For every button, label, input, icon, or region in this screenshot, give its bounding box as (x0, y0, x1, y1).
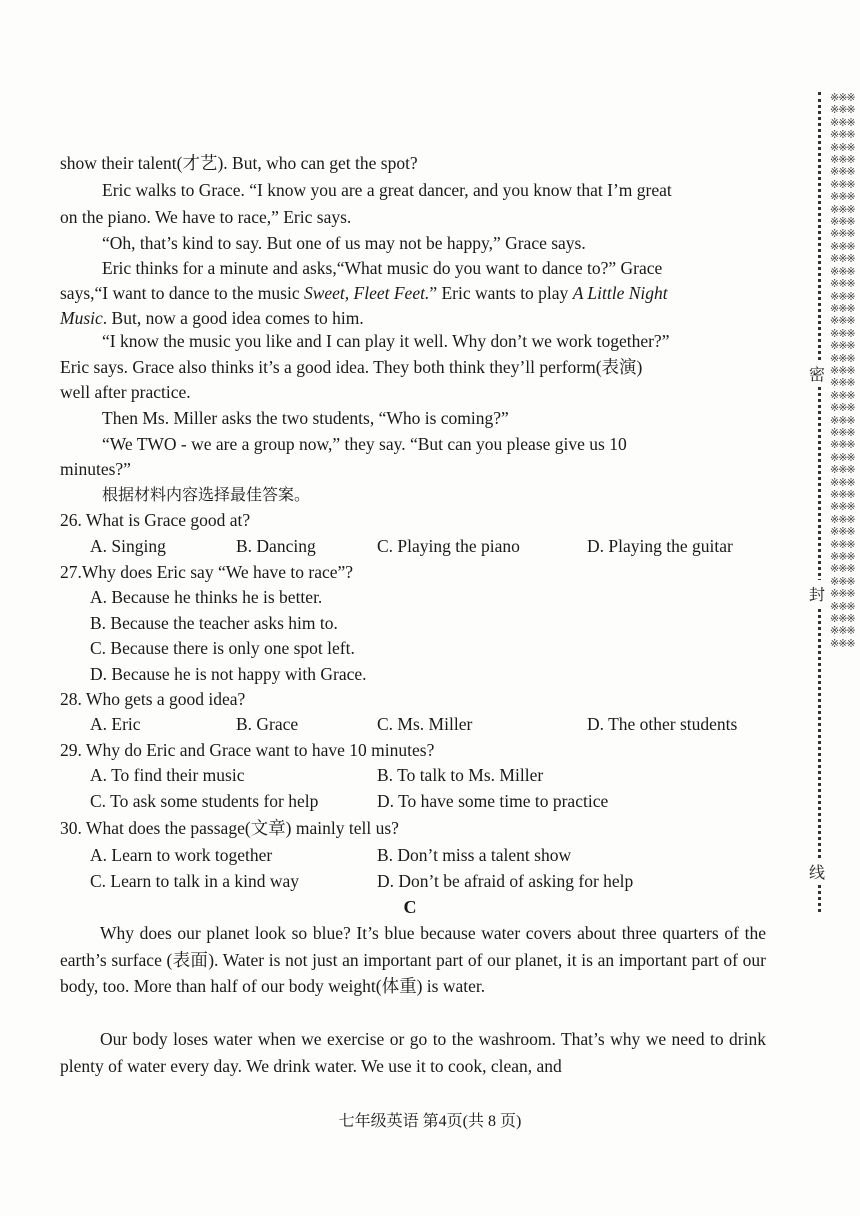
text-run: ” Eric wants to play (429, 283, 573, 303)
option-row (90, 842, 770, 868)
option-a[interactable]: A. Eric (90, 714, 141, 734)
text-run: says,“I want to dance to the music (60, 283, 304, 303)
binding-pattern: ※※※※※※※※※※※※※※※※※※※※※※※※※※※※※※※※※※※※※※※※※※※※※※※※※※※※※※※※※※※※※※※※※※※※※※※※※※※※※※※※※※※※※※※※※※※※※※※※※※※※※※※※※※※※※※※※※※※※※※※※※※※※※※※※※※※※※※※ (830, 92, 855, 650)
music-title: A Little Night (572, 283, 668, 303)
option-d[interactable]: D. To have some time to practice (377, 791, 609, 811)
binding-mark-mi: 密 (809, 360, 825, 387)
option-d[interactable]: D. Don’t be afraid of asking for help (377, 871, 634, 891)
passage-line: Eric says. Grace also thinks it’s a good idea. They both think they’ll perform(表演) (60, 357, 643, 377)
option-row (90, 868, 770, 894)
passage-line: “We TWO - we are a group now,” they say. “But can you please give us 10 (102, 434, 627, 454)
option-row (90, 788, 770, 814)
instruction: 根据材料内容选择最佳答案。 (102, 485, 311, 504)
option-b[interactable]: B. Don’t miss a talent show (377, 845, 572, 865)
option-c[interactable]: C. To ask some students for help (90, 791, 319, 811)
option-row (90, 610, 770, 636)
option-a[interactable]: A. Learn to work together (90, 845, 273, 865)
option-c[interactable]: C. Learn to talk in a kind way (90, 871, 299, 891)
option-row (90, 533, 770, 559)
option-b[interactable]: B. Because the teacher asks him to. (90, 613, 338, 633)
passage-paragraph (60, 1026, 766, 1079)
passage-line: minutes?” (60, 459, 131, 479)
music-title: Sweet, Fleet Feet. (303, 283, 430, 303)
option-a[interactable]: A. Because he thinks he is better. (90, 587, 323, 607)
option-d[interactable]: D. Because he is not happy with Grace. (90, 664, 367, 684)
passage-line: “I know the music you like and I can play it well. Why don’t we work together?” (102, 331, 670, 351)
question-stem: 26. What is Grace good at? (60, 510, 251, 530)
option-c[interactable]: C. Ms. Miller (377, 714, 473, 734)
music-title: Music (60, 308, 103, 328)
question-stem: 30. What does the passage(文章) mainly tell us? (60, 818, 399, 838)
passage-paragraph (60, 920, 766, 1000)
option-b[interactable]: B. Dancing (236, 536, 316, 556)
passage-line: show their talent(才艺). But, who can get the spot? (60, 153, 418, 173)
option-c[interactable]: C. Playing the piano (377, 536, 520, 556)
passage-line: Eric thinks for a minute and asks,“What music do you want to dance to?” Grace (102, 258, 663, 278)
option-row (90, 661, 770, 687)
paragraph-text: Our body loses water when we exercise or go to the washroom. That’s why we need to drink plenty of water every day. We drink water. We use it to cook, clean, and (60, 1029, 766, 1076)
passage-line: “Oh, that’s kind to say. But one of us may not be happy,” Grace says. (102, 233, 586, 253)
option-d[interactable]: D. Playing the guitar (587, 536, 733, 556)
paragraph-text: Why does our planet look so blue? It’s blue because water covers about three quarters of the earth’s surface (表面). Water is not just an important part of our planet, it is an important part of our body, too. More than half of our body weight(体重) is water. (60, 923, 766, 996)
page-footer: 七年级英语 第4页(共 8 页) (338, 1113, 522, 1130)
option-c[interactable]: C. Because there is only one spot left. (90, 638, 355, 658)
text-run: . But, now a good idea comes to him. (102, 308, 364, 328)
option-b[interactable]: B. To talk to Ms. Miller (377, 765, 544, 785)
question-stem: 28. Who gets a good idea? (60, 689, 246, 709)
passage-line: Eric walks to Grace. “I know you are a great dancer, and you know that I’m great (102, 180, 672, 200)
option-b[interactable]: B. Grace (236, 714, 299, 734)
option-row (90, 635, 770, 661)
option-d[interactable]: D. The other students (587, 714, 738, 734)
question-stem: 29. Why do Eric and Grace want to have 10 minutes? (60, 740, 435, 760)
option-row (90, 711, 770, 737)
option-a[interactable]: A. To find their music (90, 765, 245, 785)
binding-mark-xian: 线 (809, 858, 825, 885)
section-title: C (403, 897, 417, 917)
binding-mark-feng: 封 (809, 580, 825, 607)
passage-line: well after practice. (60, 382, 191, 402)
passage-line: on the piano. We have to race,” Eric says. (60, 207, 352, 227)
binding-dotted-line (818, 92, 825, 912)
passage-line (60, 280, 766, 306)
question-stem: 27.Why does Eric say “We have to race”? (60, 562, 354, 582)
option-a[interactable]: A. Singing (90, 536, 166, 556)
passage-line: Then Ms. Miller asks the two students, “Who is coming?” (102, 408, 509, 428)
option-row (90, 584, 770, 610)
option-row (90, 762, 770, 788)
